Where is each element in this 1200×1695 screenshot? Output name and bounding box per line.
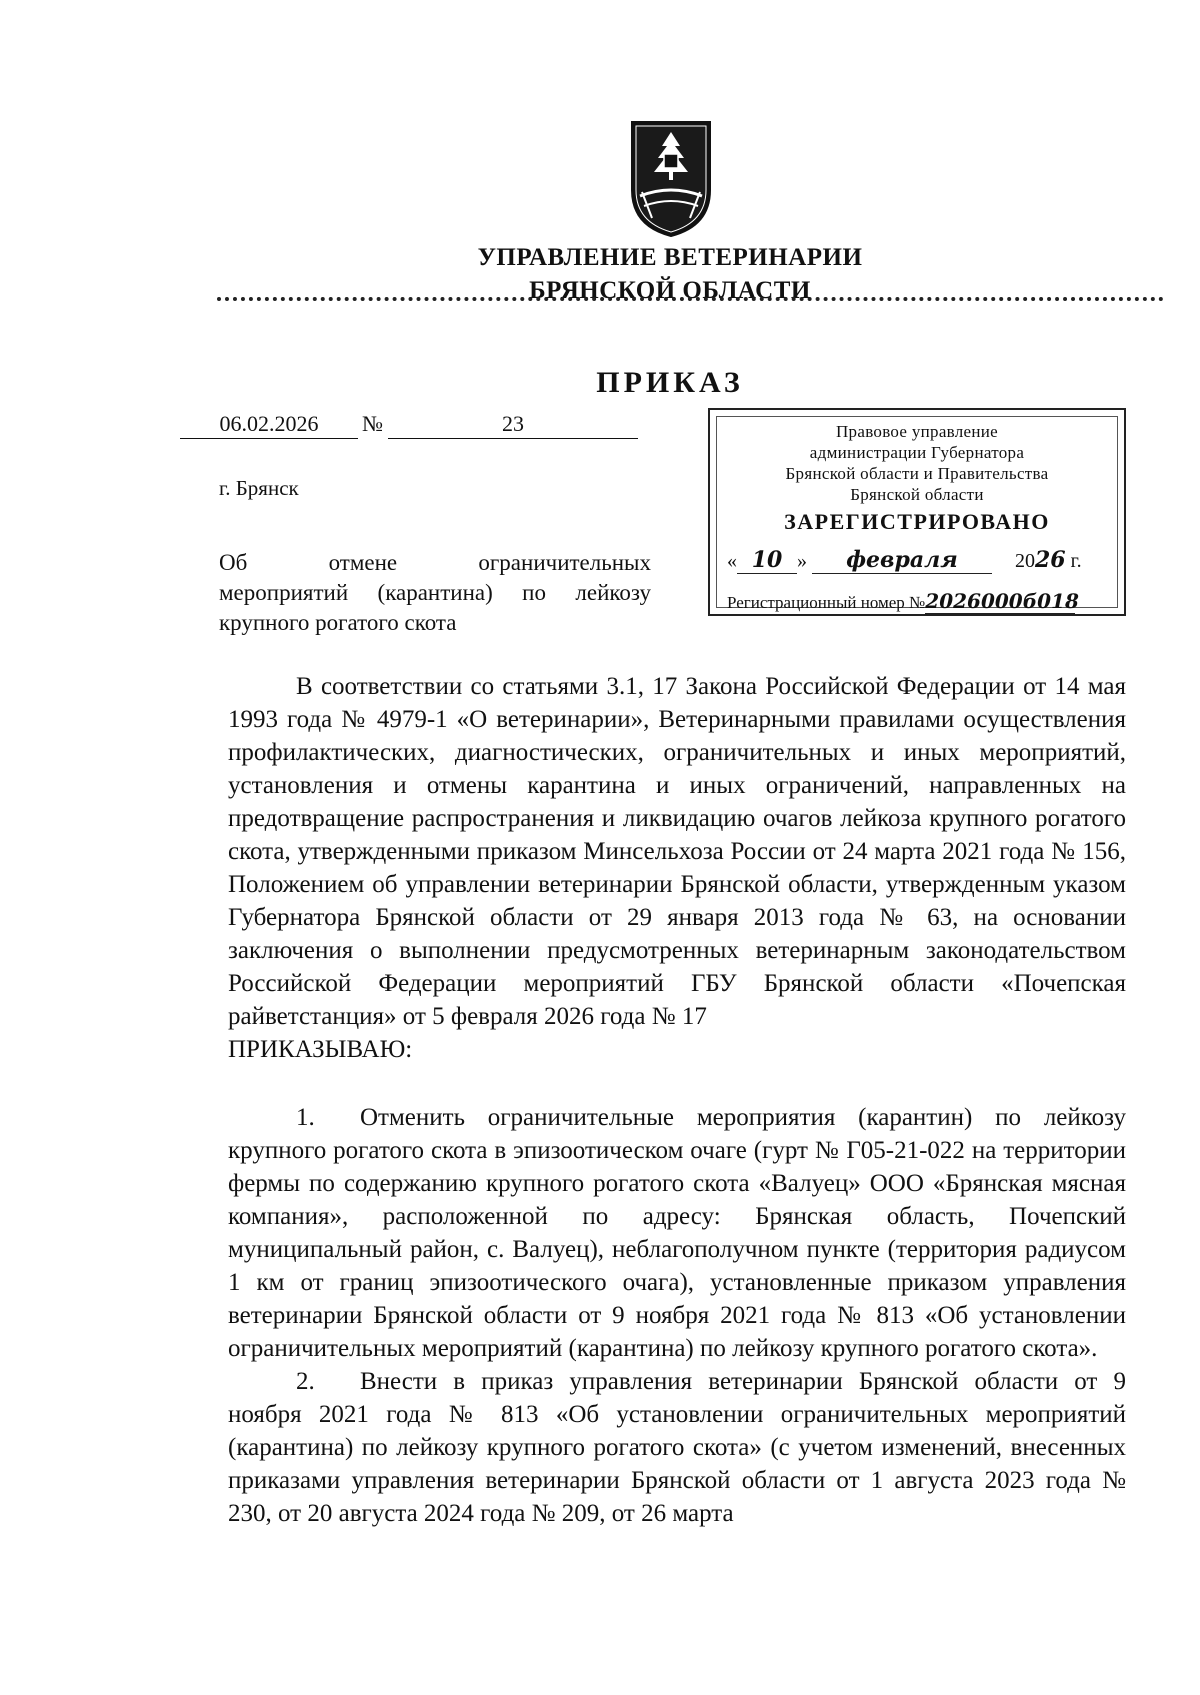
stamp-line: Брянской области [850, 485, 984, 504]
stamp-day: 10 [737, 547, 797, 574]
order-item-text: Внести в приказ управления ветеринарии Брянской области от 9 ноября 2021 года № 813 «Об установлении ограничительных мероприятий (карантина) по лейкозу крупного рогатого скота» (с учетом изменений, внесенных приказами управления ветеринарии Брянской области от 1 августа 2023 года № 230, от 20 августа 2024 года № 209, от 26 марта [228, 1368, 1126, 1527]
subject-line: Об отмене ограничительных [219, 550, 651, 575]
subject-line: крупного рогатого скота [219, 610, 457, 635]
stamp-date-quote-open: « [727, 550, 737, 572]
order-item [228, 1365, 1126, 1530]
registration-stamp [708, 408, 1126, 616]
document-number: 23 [388, 410, 638, 439]
stamp-year-prefix: 20 [1015, 550, 1035, 572]
preamble-paragraph: В соответствии со статьями 3.1, 17 Закона Российской Федерации от 14 мая 1993 года № 4979-1 «О ветеринарии», Ветеринарными правилами осуществления профилактических, диагностических, ограничительных и иных мероприятий, установления и отмены карантина и иных ограничений, направленных на предотвращение распространения и ликвидацию очагов лейкоза крупного рогатого скота, утвержденными приказом Минсельхоза России от 24 марта 2021 года № 156, Положением об управлении ветеринарии Брянской области, утвержденным указом Губернатора Брянской области от 29 января 2013 года № 63, на основании заключения о выполнении предусмотренных ветеринарным законодательством Российской Федерации мероприятий ГБУ Брянской области «Почепская райветстанция» от 5 февраля 2026 года № 17 [228, 673, 1126, 1030]
stamp-year-suffix: 26 [1035, 547, 1066, 573]
document-date: 06.02.2026 [180, 410, 358, 439]
header-divider [217, 297, 1164, 301]
stamp-line: Правовое управление [835, 422, 999, 441]
stamp-registration-number [727, 589, 1107, 614]
stamp-reg-number: 2026000б018 [925, 589, 1079, 613]
stamp-line: администрации Губернатора [809, 443, 1025, 462]
stamp-reg-label: Регистрационный номер № [727, 593, 926, 612]
stamp-line: Брянской области и Правительства [785, 464, 1049, 483]
document-subject [219, 548, 651, 638]
stamp-inner-frame [716, 416, 1118, 613]
stamp-date [727, 547, 1107, 574]
order-item-number: 1. [296, 1104, 315, 1131]
order-word: ПРИКАЗЫВАЮ: [228, 1036, 413, 1063]
organization-name-line1: УПРАВЛЕНИЕ ВЕТЕРИНАРИИ [477, 244, 863, 271]
subject-line: мероприятий (карантина) по лейкозу [219, 580, 651, 605]
stamp-month: февраля [812, 547, 992, 574]
order-item-number: 2. [296, 1368, 315, 1395]
bryansk-coat-of-arms-icon [628, 118, 714, 240]
organization-name-line2: БРЯНСКОЙ ОБЛАСТИ [529, 277, 811, 304]
stamp-registered-label: ЗАРЕГИСТРИРОВАНО [784, 509, 1050, 534]
order-item-text: Отменить ограничительные мероприятия (карантин) по лейкозу крупного рогатого скота в эпизоотическом очаге (гурт № Г05-21-022 на территории фермы по содержанию крупного рогатого скота «Валуец» ООО «Брянская мясная компания», расположенной по адресу: Брянская область, Почепский муниципальный район, с. Валуец), неблагополучном пункте (территория радиусом 1 км от границ эпизоотического очага), установленные приказом управления ветеринарии Брянской области от 9 ноября 2021 года № 813 «Об установлении ограничительных мероприятий (карантина) по лейкозу крупного рогатого скота». [228, 1104, 1126, 1362]
order-item [228, 1101, 1126, 1365]
number-sign: № [362, 411, 383, 436]
document-city: г. Брянск [219, 476, 299, 500]
stamp-date-quote-close: » [797, 550, 807, 572]
stamp-year-end: г. [1070, 550, 1082, 572]
document-type-title: ПРИКАЗ [596, 366, 744, 399]
document-body [228, 670, 1126, 1530]
